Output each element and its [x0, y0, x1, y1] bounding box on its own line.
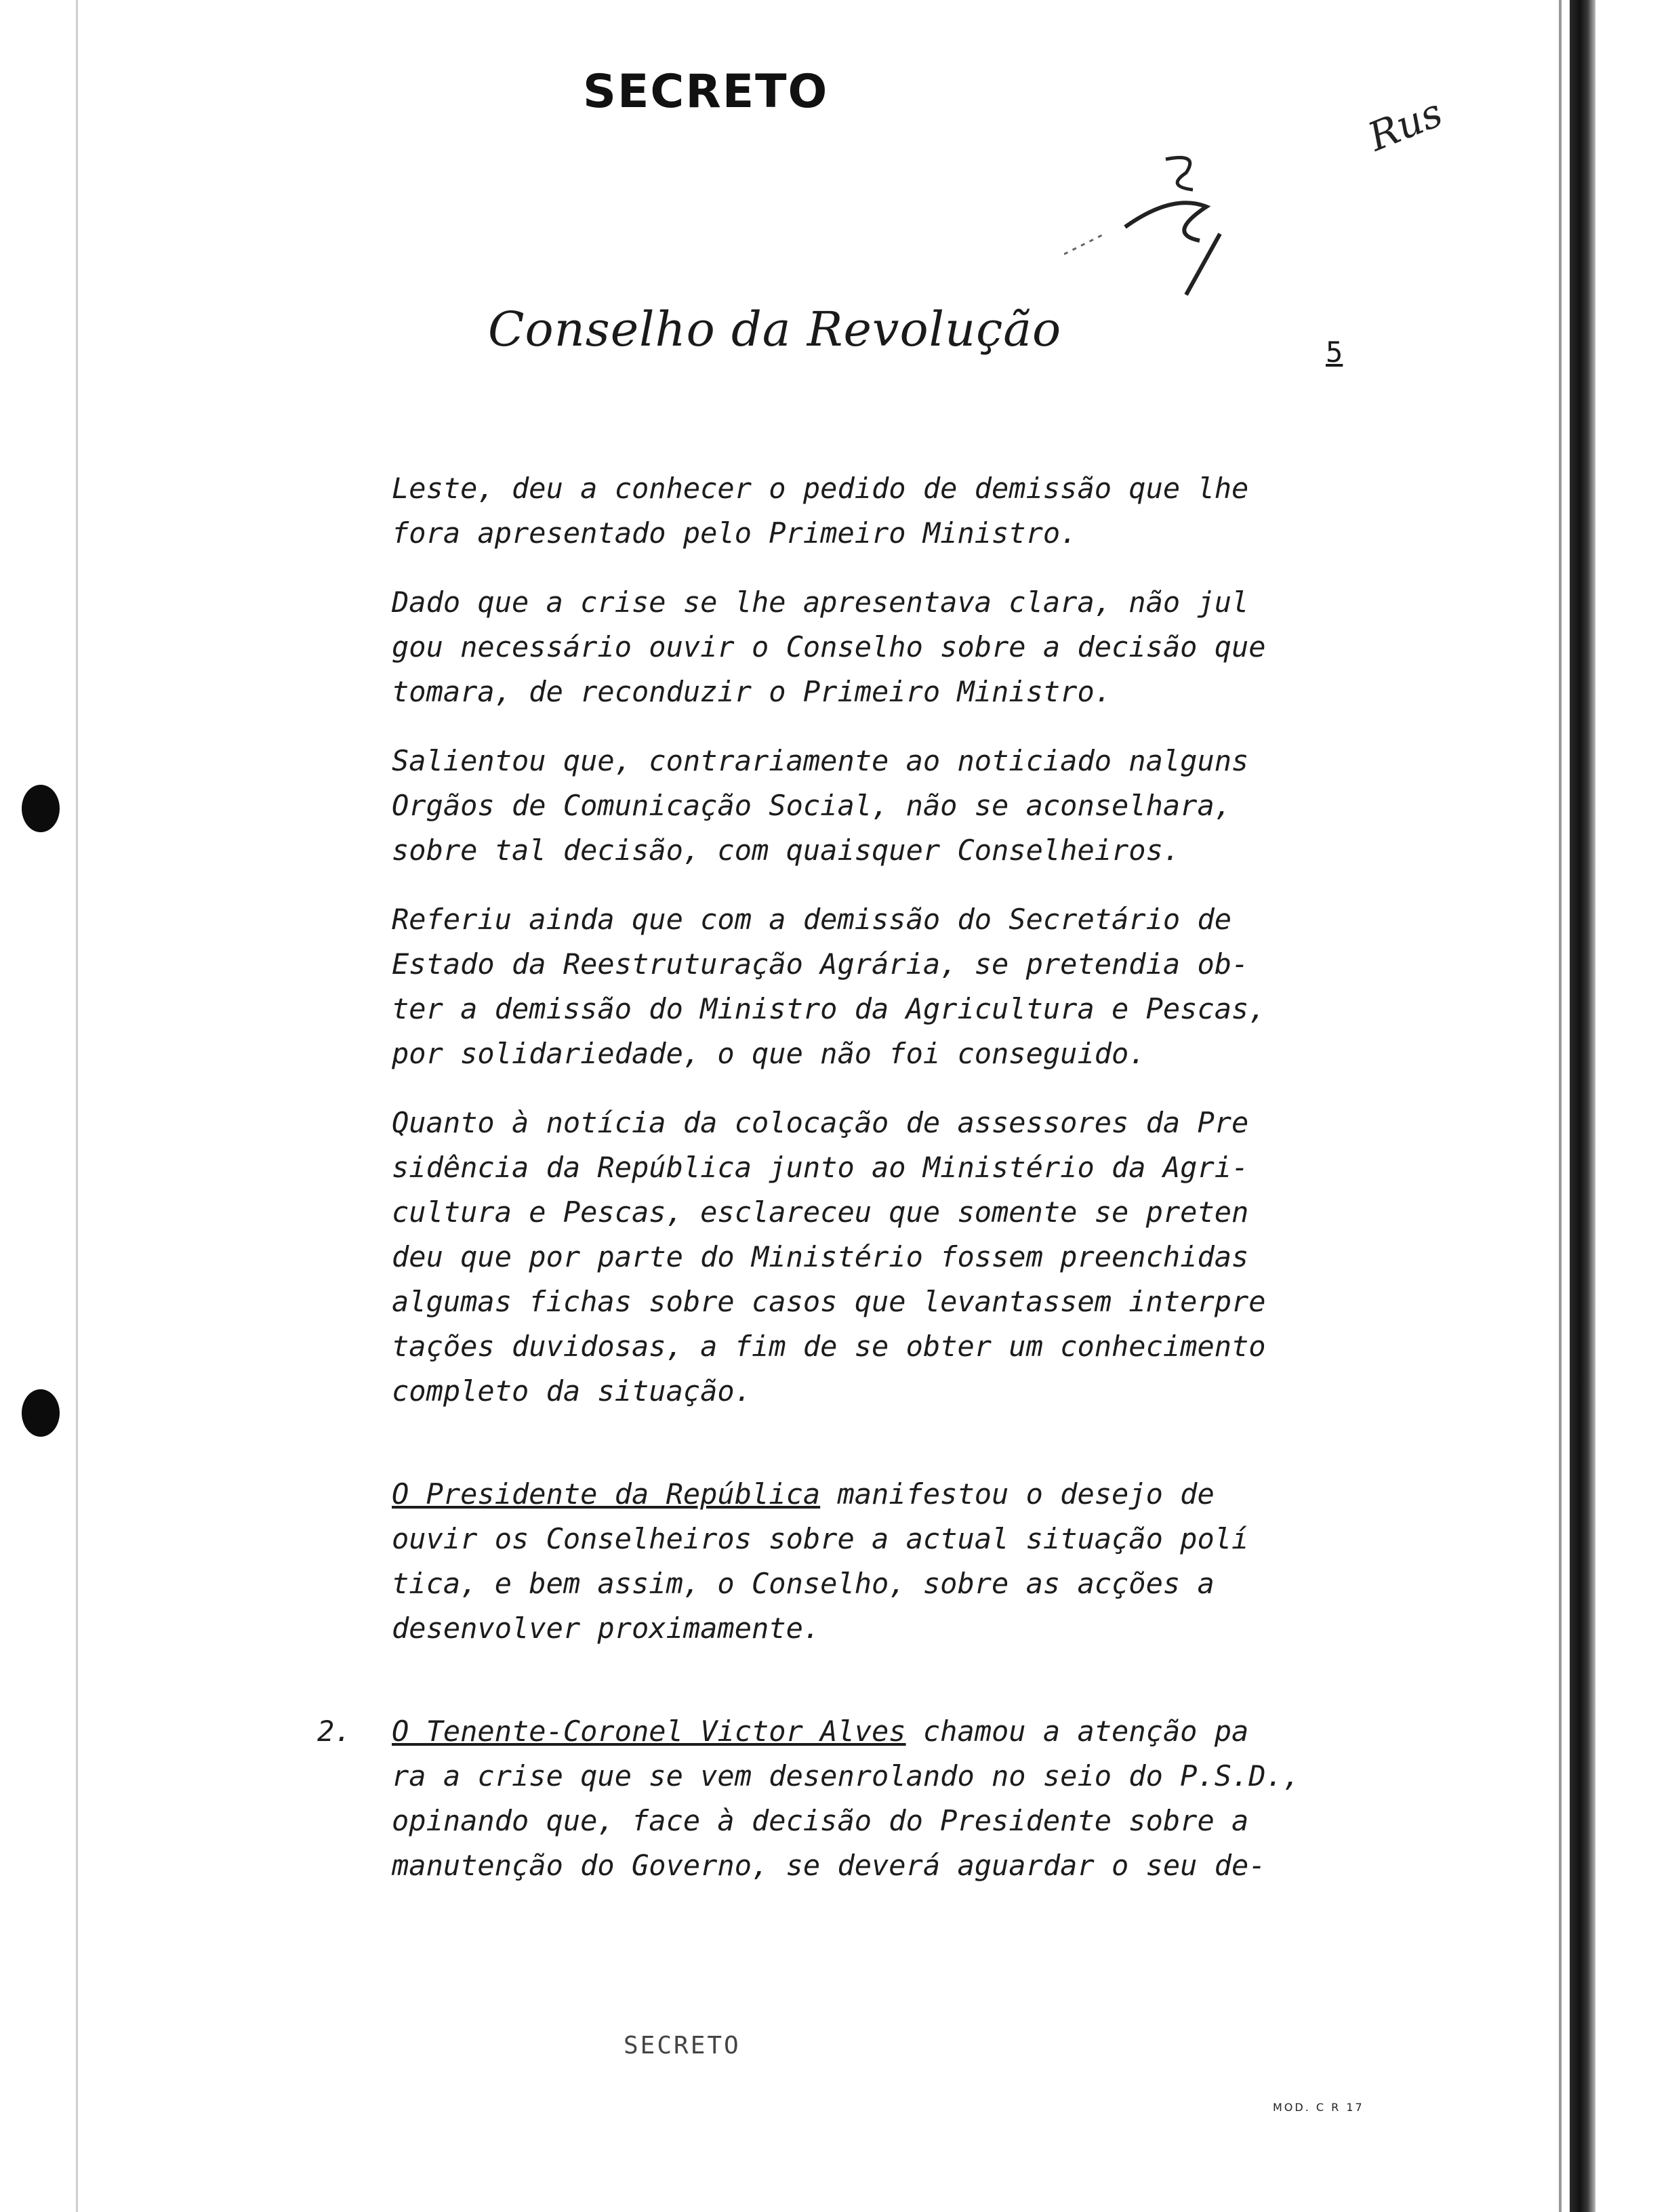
paragraph: Referiu ainda que com a demissão do Secretário de Estado da Reestruturação Agrária, se pretendia ob- ter a demissão do Ministro da Agricultura e Pescas, por solidariedade, o que não foi conseguido. [392, 903, 1266, 1070]
punch-hole-top [22, 785, 60, 832]
page-number: 5 [1326, 335, 1343, 369]
scan-right-edge [1570, 0, 1595, 2212]
paragraph: Quanto à notícia da colocação de assessores da Pre sidência da República junto ao Ministério da Agri- cultura e Pescas, esclareceu que somente se preten deu que por parte do Ministério fossem preenchidas algumas fichas sobre casos que levantassem interpre tações duvidosas, a fim de se obter um conhecimento completo da situação. [392, 1106, 1266, 1408]
paragraph-text: chamou a atenção pa ra a crise que se vem desenrolando no seio do P.S.D., opinando que, face à decisão do Presidente sobre a manutenção do Governo, se deverá aguardar o seu de- [392, 1715, 1301, 1882]
numbered-item [317, 1709, 1354, 1888]
paragraph-text: manifestou o desejo de ouvir os Conselheiros sobre a actual situação polí tica, e bem assim, o Conselho, sobre as acções a desenvolver proximamente. [392, 1477, 1249, 1645]
scan-right-margin-line [1559, 0, 1562, 2212]
handwritten-scribble [1064, 152, 1240, 302]
minutes-body [317, 466, 1354, 1912]
speaker-name: O Presidente da República [392, 1477, 821, 1511]
punch-hole-bottom [22, 1389, 60, 1437]
paragraph: Dado que a crise se lhe apresentava clara, não jul gou necessário ouvir o Conselho sobre a decisão que tomara, de reconduzir o Primeiro Ministro. [392, 586, 1266, 708]
letterhead-title: Conselho da Revolução [488, 302, 1062, 357]
president-paragraph [392, 1472, 1354, 1651]
paragraph: Salientou que, contrariamente ao noticiado nalguns Orgãos de Comunicação Social, não se aconselhara, sobre tal decisão, com quaisquer Conselheiros. [392, 744, 1249, 867]
faint-footer-stamp: SECRETO [624, 2032, 741, 2060]
scan-left-edge [76, 0, 78, 2212]
paragraph: Leste, deu a conhecer o pedido de demissão que lhe fora apresentado pelo Primeiro Ministro. [392, 472, 1249, 550]
handwritten-initials: Rus [1362, 89, 1449, 161]
speaker-name: O Tenente-Coronel Victor Alves [392, 1715, 906, 1748]
form-code: MOD. C R 17 [1273, 2101, 1364, 2114]
classification-stamp: SECRETO [583, 65, 829, 119]
item-number: 2. [317, 1715, 352, 1748]
